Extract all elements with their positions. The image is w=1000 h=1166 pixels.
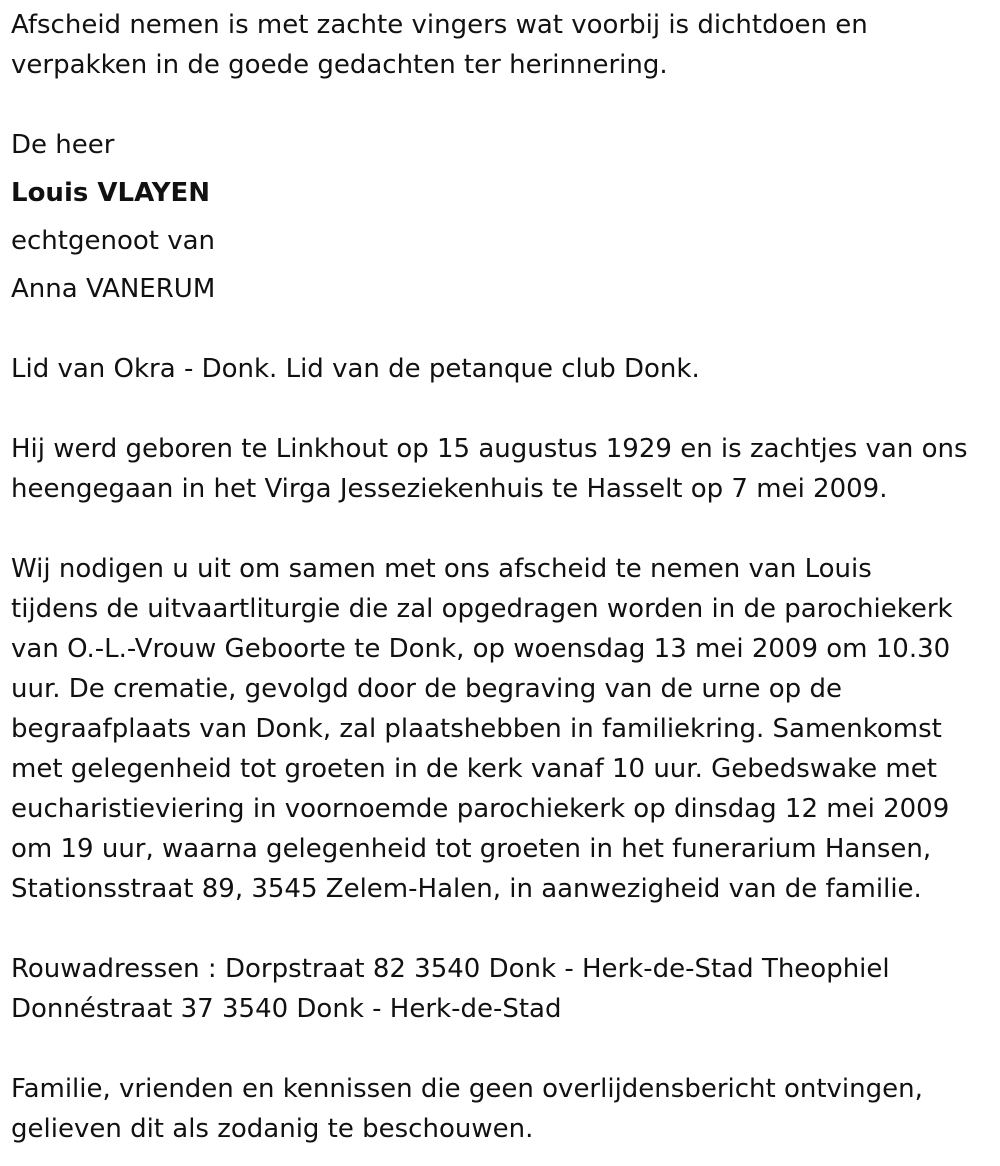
birth-death-line-2: heengegaan in het Virga Jesseziekenhuis te Hasselt op 7 mei 2009. bbox=[11, 474, 888, 504]
ceremony-line-2: tijdens de uitvaartliturgie die zal opgedragen worden in de parochiekerk bbox=[11, 594, 953, 624]
ceremony-line-8: om 19 uur, waarna gelegenheid tot groeten in het funerarium Hansen, bbox=[11, 834, 932, 864]
intro-line-1: Afscheid nemen is met zachte vingers wat voorbij is dichtdoen en bbox=[11, 10, 868, 40]
ceremony-line-9: Stationsstraat 89, 3545 Zelem-Halen, in aanwezigheid van de familie. bbox=[11, 874, 922, 904]
ceremony-line-6: met gelegenheid tot groeten in de kerk vanaf 10 uur. Gebedswake met bbox=[11, 754, 937, 784]
spouse-name: Anna VANERUM bbox=[11, 274, 216, 304]
ceremony-line-1: Wij nodigen u uit om samen met ons afscheid te nemen van Louis bbox=[11, 554, 872, 584]
birth-death-line-1: Hij werd geboren te Linkhout op 15 augustus 1929 en is zachtjes van ons bbox=[11, 434, 968, 464]
closing-line-2: gelieven dit als zodanig te beschouwen. bbox=[11, 1114, 534, 1144]
ceremony-line-4: uur. De crematie, gevolgd door de begraving van de urne op de bbox=[11, 674, 842, 704]
addresses-line-2: Donnéstraat 37 3540 Donk - Herk-de-Stad bbox=[11, 994, 562, 1024]
addresses-line-1: Rouwadressen : Dorpstraat 82 3540 Donk - Herk-de-Stad Theophiel bbox=[11, 954, 890, 984]
ceremony-line-7: eucharistieviering in voornoemde parochiekerk op dinsdag 12 mei 2009 bbox=[11, 794, 950, 824]
relation: echtgenoot van bbox=[11, 226, 216, 256]
title-prefix: De heer bbox=[11, 130, 115, 160]
ceremony-line-5: begraafplaats van Donk, zal plaatshebben in familiekring. Samenkomst bbox=[11, 714, 942, 744]
intro-line-2: verpakken in de goede gedachten ter herinnering. bbox=[11, 50, 668, 80]
ceremony-line-3: van O.-L.-Vrouw Geboorte te Donk, op woensdag 13 mei 2009 om 10.30 bbox=[11, 634, 951, 664]
membership: Lid van Okra - Donk. Lid van de petanque club Donk. bbox=[11, 354, 700, 384]
deceased-name: Louis VLAYEN bbox=[11, 178, 211, 208]
closing-line-1: Familie, vrienden en kennissen die geen overlijdensbericht ontvingen, bbox=[11, 1074, 923, 1104]
